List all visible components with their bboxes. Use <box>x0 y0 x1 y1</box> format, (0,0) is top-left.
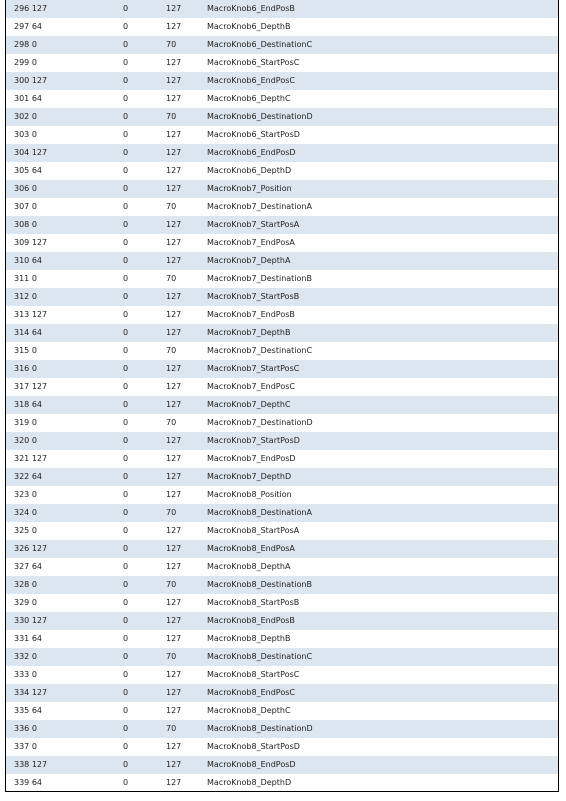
parameter-name-cell: MacroKnob7_DestinationB <box>207 274 312 283</box>
parameter-name-cell: MacroKnob7_StartPosC <box>207 364 300 373</box>
min-value-cell: 0 <box>123 724 129 733</box>
max-value-cell: 127 <box>166 184 182 193</box>
parameter-name-cell: MacroKnob7_StartPosA <box>207 220 300 229</box>
table-row <box>6 774 558 792</box>
min-value-cell: 0 <box>123 202 129 211</box>
parameter-name-cell: MacroKnob8_EndPosB <box>207 616 295 625</box>
cc-number-default-cell: 320 0 <box>14 436 37 445</box>
parameter-name-cell: MacroKnob7_EndPosC <box>207 382 295 391</box>
max-value-cell: 127 <box>166 778 182 787</box>
parameter-name-cell: MacroKnob7_DestinationC <box>207 346 313 355</box>
min-value-cell: 0 <box>123 616 129 625</box>
cc-number-default-cell: 337 0 <box>14 742 37 751</box>
cc-number-default-cell: 335 64 <box>14 706 42 715</box>
parameter-name-cell: MacroKnob8_StartPosD <box>207 742 300 751</box>
parameter-name-cell: MacroKnob8_Position <box>207 490 292 499</box>
cc-number-default-cell: 309 127 <box>14 238 48 247</box>
parameter-name-cell: MacroKnob6_StartPosD <box>207 130 300 139</box>
min-value-cell: 0 <box>123 184 129 193</box>
table-row <box>6 288 558 306</box>
min-value-cell: 0 <box>123 742 129 751</box>
max-value-cell: 127 <box>166 238 182 247</box>
parameter-name-cell: MacroKnob7_EndPosA <box>207 238 295 247</box>
table-row <box>6 252 558 270</box>
table-row <box>6 612 558 630</box>
max-value-cell: 70 <box>166 274 177 283</box>
max-value-cell: 127 <box>166 742 182 751</box>
parameter-name-cell: MacroKnob6_DestinationC <box>207 40 313 49</box>
max-value-cell: 127 <box>166 220 182 229</box>
table-row <box>6 540 558 558</box>
parameter-name-cell: MacroKnob7_StartPosD <box>207 436 300 445</box>
table-row <box>6 738 558 756</box>
max-value-cell: 127 <box>166 148 182 157</box>
min-value-cell: 0 <box>123 112 129 121</box>
parameter-name-cell: MacroKnob6_EndPosB <box>207 4 295 13</box>
table-row <box>6 18 558 36</box>
min-value-cell: 0 <box>123 130 129 139</box>
parameter-name-cell: MacroKnob7_DestinationD <box>207 418 313 427</box>
cc-number-default-cell: 333 0 <box>14 670 37 679</box>
cc-number-default-cell: 303 0 <box>14 130 37 139</box>
parameter-name-cell: MacroKnob7_DepthC <box>207 400 291 409</box>
cc-number-default-cell: 330 127 <box>14 616 48 625</box>
max-value-cell: 127 <box>166 472 182 481</box>
parameter-name-cell: MacroKnob6_DestinationD <box>207 112 313 121</box>
parameter-name-cell: MacroKnob8_EndPosD <box>207 760 296 769</box>
table-row <box>6 720 558 738</box>
min-value-cell: 0 <box>123 688 129 697</box>
max-value-cell: 70 <box>166 346 177 355</box>
table-row <box>6 468 558 486</box>
cc-number-default-cell: 324 0 <box>14 508 37 517</box>
table-body <box>6 0 558 792</box>
cc-number-default-cell: 314 64 <box>14 328 42 337</box>
table-row <box>6 144 558 162</box>
parameter-name-cell: MacroKnob8_DestinationC <box>207 652 313 661</box>
min-value-cell: 0 <box>123 274 129 283</box>
cc-number-default-cell: 334 127 <box>14 688 48 697</box>
max-value-cell: 127 <box>166 130 182 139</box>
min-value-cell: 0 <box>123 22 129 31</box>
table-row <box>6 558 558 576</box>
cc-number-default-cell: 317 127 <box>14 382 48 391</box>
cc-number-default-cell: 300 127 <box>14 76 48 85</box>
max-value-cell: 127 <box>166 544 182 553</box>
table-row <box>6 216 558 234</box>
cc-number-default-cell: 307 0 <box>14 202 37 211</box>
max-value-cell: 127 <box>166 616 182 625</box>
table-row <box>6 360 558 378</box>
parameter-name-cell: MacroKnob8_StartPosA <box>207 526 300 535</box>
cc-number-default-cell: 305 64 <box>14 166 42 175</box>
min-value-cell: 0 <box>123 760 129 769</box>
max-value-cell: 127 <box>166 166 182 175</box>
cc-number-default-cell: 316 0 <box>14 364 37 373</box>
min-value-cell: 0 <box>123 778 129 787</box>
parameter-name-cell: MacroKnob8_StartPosB <box>207 598 300 607</box>
min-value-cell: 0 <box>123 400 129 409</box>
max-value-cell: 127 <box>166 22 182 31</box>
min-value-cell: 0 <box>123 580 129 589</box>
max-value-cell: 127 <box>166 382 182 391</box>
parameter-name-cell: MacroKnob6_DepthB <box>207 22 291 31</box>
table-row <box>6 486 558 504</box>
parameter-name-cell: MacroKnob8_DepthD <box>207 778 292 787</box>
table-row <box>6 108 558 126</box>
cc-number-default-cell: 321 127 <box>14 454 48 463</box>
parameter-name-cell: MacroKnob7_DepthD <box>207 472 292 481</box>
min-value-cell: 0 <box>123 526 129 535</box>
table-row <box>6 162 558 180</box>
max-value-cell: 127 <box>166 490 182 499</box>
max-value-cell: 127 <box>166 526 182 535</box>
table-row <box>6 270 558 288</box>
max-value-cell: 70 <box>166 508 177 517</box>
cc-number-default-cell: 297 64 <box>14 22 42 31</box>
max-value-cell: 127 <box>166 688 182 697</box>
cc-number-default-cell: 301 64 <box>14 94 42 103</box>
cc-number-default-cell: 319 0 <box>14 418 37 427</box>
parameter-name-cell: MacroKnob8_StartPosC <box>207 670 300 679</box>
table-row <box>6 126 558 144</box>
min-value-cell: 0 <box>123 436 129 445</box>
min-value-cell: 0 <box>123 508 129 517</box>
table-row <box>6 648 558 666</box>
max-value-cell: 127 <box>166 598 182 607</box>
cc-number-default-cell: 311 0 <box>14 274 37 283</box>
min-value-cell: 0 <box>123 598 129 607</box>
min-value-cell: 0 <box>123 40 129 49</box>
table-row <box>6 756 558 774</box>
cc-number-default-cell: 308 0 <box>14 220 37 229</box>
max-value-cell: 127 <box>166 76 182 85</box>
min-value-cell: 0 <box>123 94 129 103</box>
min-value-cell: 0 <box>123 58 129 67</box>
table-row <box>6 342 558 360</box>
cc-number-default-cell: 298 0 <box>14 40 37 49</box>
max-value-cell: 127 <box>166 400 182 409</box>
parameter-name-cell: MacroKnob6_EndPosC <box>207 76 295 85</box>
cc-number-default-cell: 329 0 <box>14 598 37 607</box>
min-value-cell: 0 <box>123 238 129 247</box>
min-value-cell: 0 <box>123 76 129 85</box>
min-value-cell: 0 <box>123 292 129 301</box>
min-value-cell: 0 <box>123 418 129 427</box>
min-value-cell: 0 <box>123 562 129 571</box>
table-row <box>6 90 558 108</box>
cc-number-default-cell: 325 0 <box>14 526 37 535</box>
table-row <box>6 504 558 522</box>
cc-number-default-cell: 327 64 <box>14 562 42 571</box>
max-value-cell: 127 <box>166 310 182 319</box>
table-row <box>6 180 558 198</box>
cc-number-default-cell: 313 127 <box>14 310 48 319</box>
cc-number-default-cell: 326 127 <box>14 544 48 553</box>
parameter-name-cell: MacroKnob6_DepthC <box>207 94 291 103</box>
parameter-name-cell: MacroKnob7_EndPosD <box>207 454 296 463</box>
table-row <box>6 306 558 324</box>
parameter-name-cell: MacroKnob8_DestinationA <box>207 508 312 517</box>
cc-number-default-cell: 339 64 <box>14 778 42 787</box>
min-value-cell: 0 <box>123 454 129 463</box>
max-value-cell: 127 <box>166 706 182 715</box>
parameter-name-cell: MacroKnob7_Position <box>207 184 292 193</box>
table-row <box>6 36 558 54</box>
parameter-name-cell: MacroKnob8_DestinationB <box>207 580 312 589</box>
cc-number-default-cell: 304 127 <box>14 148 48 157</box>
min-value-cell: 0 <box>123 490 129 499</box>
parameter-name-cell: MacroKnob7_StartPosB <box>207 292 300 301</box>
cc-number-default-cell: 312 0 <box>14 292 37 301</box>
min-value-cell: 0 <box>123 310 129 319</box>
cc-number-default-cell: 296 127 <box>14 4 48 13</box>
min-value-cell: 0 <box>123 346 129 355</box>
max-value-cell: 127 <box>166 256 182 265</box>
cc-number-default-cell: 336 0 <box>14 724 37 733</box>
cc-number-default-cell: 302 0 <box>14 112 37 121</box>
parameter-name-cell: MacroKnob8_EndPosC <box>207 688 295 697</box>
max-value-cell: 127 <box>166 364 182 373</box>
table-row <box>6 54 558 72</box>
table-row <box>6 522 558 540</box>
table-row <box>6 378 558 396</box>
parameter-name-cell: MacroKnob8_DepthC <box>207 706 291 715</box>
min-value-cell: 0 <box>123 4 129 13</box>
min-value-cell: 0 <box>123 166 129 175</box>
cc-number-default-cell: 299 0 <box>14 58 37 67</box>
parameter-name-cell: MacroKnob6_DepthD <box>207 166 292 175</box>
table-row <box>6 324 558 342</box>
table-row <box>6 450 558 468</box>
min-value-cell: 0 <box>123 382 129 391</box>
parameter-name-cell: MacroKnob6_StartPosC <box>207 58 300 67</box>
min-value-cell: 0 <box>123 652 129 661</box>
cc-number-default-cell: 306 0 <box>14 184 37 193</box>
parameter-name-cell: MacroKnob8_DestinationD <box>207 724 313 733</box>
table-row <box>6 0 558 18</box>
min-value-cell: 0 <box>123 220 129 229</box>
cc-number-default-cell: 331 64 <box>14 634 42 643</box>
max-value-cell: 127 <box>166 562 182 571</box>
table-row <box>6 684 558 702</box>
max-value-cell: 127 <box>166 634 182 643</box>
parameter-name-cell: MacroKnob8_DepthA <box>207 562 291 571</box>
parameter-table <box>5 0 559 792</box>
max-value-cell: 70 <box>166 202 177 211</box>
max-value-cell: 127 <box>166 4 182 13</box>
max-value-cell: 127 <box>166 670 182 679</box>
max-value-cell: 70 <box>166 418 177 427</box>
cc-number-default-cell: 328 0 <box>14 580 37 589</box>
cc-number-default-cell: 323 0 <box>14 490 37 499</box>
min-value-cell: 0 <box>123 472 129 481</box>
min-value-cell: 0 <box>123 634 129 643</box>
max-value-cell: 70 <box>166 40 177 49</box>
min-value-cell: 0 <box>123 544 129 553</box>
parameter-name-cell: MacroKnob7_EndPosB <box>207 310 295 319</box>
min-value-cell: 0 <box>123 706 129 715</box>
cc-number-default-cell: 318 64 <box>14 400 42 409</box>
max-value-cell: 70 <box>166 112 177 121</box>
table-row <box>6 666 558 684</box>
table-row <box>6 630 558 648</box>
parameter-name-cell: MacroKnob8_DepthB <box>207 634 291 643</box>
table-row <box>6 198 558 216</box>
min-value-cell: 0 <box>123 148 129 157</box>
max-value-cell: 127 <box>166 760 182 769</box>
min-value-cell: 0 <box>123 670 129 679</box>
max-value-cell: 70 <box>166 580 177 589</box>
max-value-cell: 127 <box>166 328 182 337</box>
cc-number-default-cell: 338 127 <box>14 760 48 769</box>
parameter-name-cell: MacroKnob6_EndPosD <box>207 148 296 157</box>
max-value-cell: 127 <box>166 436 182 445</box>
cc-number-default-cell: 322 64 <box>14 472 42 481</box>
table-row <box>6 72 558 90</box>
max-value-cell: 127 <box>166 454 182 463</box>
max-value-cell: 127 <box>166 292 182 301</box>
cc-number-default-cell: 332 0 <box>14 652 37 661</box>
min-value-cell: 0 <box>123 256 129 265</box>
max-value-cell: 127 <box>166 94 182 103</box>
min-value-cell: 0 <box>123 364 129 373</box>
parameter-name-cell: MacroKnob7_DestinationA <box>207 202 312 211</box>
parameter-name-cell: MacroKnob7_DepthB <box>207 328 291 337</box>
table-row <box>6 234 558 252</box>
max-value-cell: 70 <box>166 724 177 733</box>
table-row <box>6 702 558 720</box>
max-value-cell: 127 <box>166 58 182 67</box>
cc-number-default-cell: 310 64 <box>14 256 42 265</box>
table-row <box>6 594 558 612</box>
table-row <box>6 414 558 432</box>
min-value-cell: 0 <box>123 328 129 337</box>
parameter-name-cell: MacroKnob7_DepthA <box>207 256 291 265</box>
cc-number-default-cell: 315 0 <box>14 346 37 355</box>
table-row <box>6 576 558 594</box>
table-row <box>6 396 558 414</box>
parameter-name-cell: MacroKnob8_EndPosA <box>207 544 295 553</box>
max-value-cell: 70 <box>166 652 177 661</box>
table-row <box>6 432 558 450</box>
